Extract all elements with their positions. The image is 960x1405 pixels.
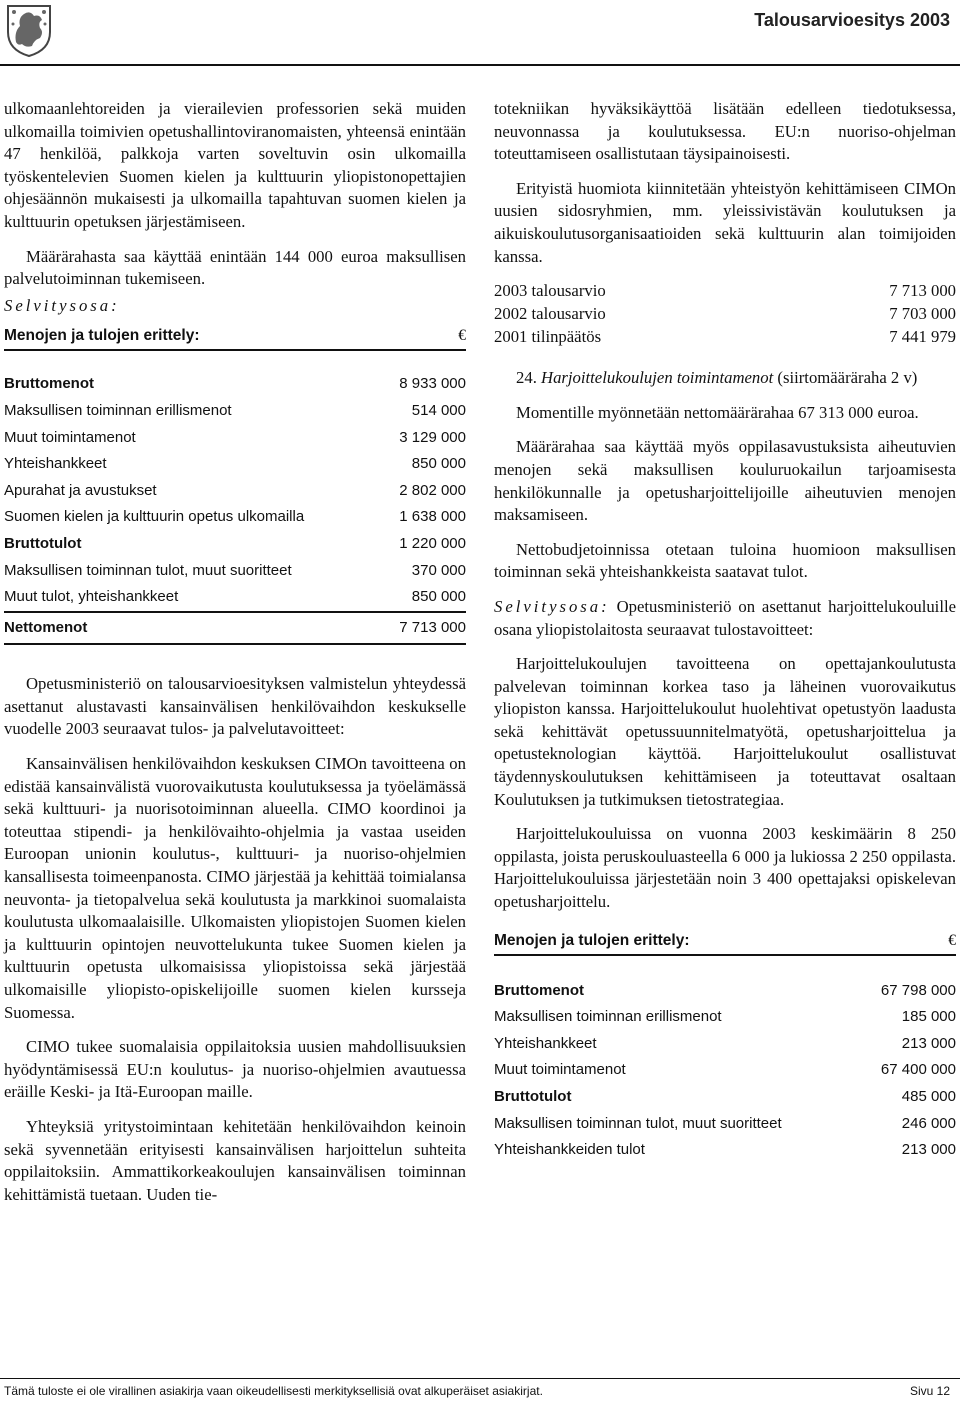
paragraph: Momentille myönnetään nettomäärärahaa 67 313 000 euroa. [516, 402, 919, 422]
paragraph: Nettobudjetoinnissa otetaan tuloina huomioon maksullisen toiminnan sekä yhteishankkeista saatavat tulot. [494, 539, 956, 582]
selvitysosa-label: Selvitysosa: [4, 295, 120, 315]
paragraph: Selvitysosa: Opetusministeriö on asettanut harjoittelukouluille osana yliopistolaitosta seuraavat tulostavoitteet: [494, 596, 956, 639]
table-row: Bruttomenot 8 933 000 [4, 375, 466, 393]
paragraph: Määrärahasta saa käyttää enintään 144 000 euroa maksullisen palvelutoiminnan tukemiseen. [4, 246, 466, 289]
table-row: Suomen kielen ja kulttuurin opetus ulkomailla 1 638 000 [4, 508, 466, 526]
table-heading [494, 930, 956, 956]
paragraph: Määrärahaa saa käyttää myös oppilasavustuksista aiheutuvien menojen sekä maksullisen kouluruokailun tarjoamisesta henkilökunnalle ja opetusharjoittelijoille aiheutuvien menojen maksamiseen. [494, 437, 956, 525]
paragraph: CIMO tukee suomalaisia oppilaitoksia uusien mahdollisuuksien hyödyntämisessä EU:n koulutus- ja nuoriso-ohjelmien avautuessa eräille Keski- ja Itä-Euroopan maille. [4, 1037, 466, 1102]
table-row: Maksullisen toiminnan tulot, muut suoritteet 370 000 [4, 561, 466, 579]
paragraph: Harjoittelukouluissa on vuonna 2003 keskimäärin 8 250 oppilasta, joista peruskouluasteella 6 000 ja lukiossa 2 250 oppilasta. Harjoittelukouluissa järjestetään noin 3 400 opettajaksi opiskelevan opetusharjoittelu. [494, 824, 956, 912]
table-row: Apurahat ja avustukset 2 802 000 [4, 481, 466, 499]
footer-disclaimer: Tämä tuloste ei ole virallinen asiakirja vaan oikeudellisesti merkityksellisiä ovat alkuperäiset asiakirjat. [4, 1384, 543, 1398]
paragraph: totekniikan hyväksikäyttöä lisätään edelleen tiedotuksessa, neuvonnassa ja koulutuksessa. EU:n nuoriso-ohjelman toteuttamiseen osallistutaan täysipainoisesti. [494, 99, 956, 164]
table-row: 2001 tilinpäätös 7 441 979 [494, 327, 956, 347]
lion-coat-of-arms-icon [4, 2, 54, 58]
table-row: Muut toimintamenot 3 129 000 [4, 428, 466, 446]
section-heading: 24. Harjoittelukoulujen toimintamenot (siirtomääräraha 2 v) [516, 368, 918, 388]
table-row: Bruttomenot 67 798 000 [494, 981, 956, 999]
footer-rule [0, 1378, 960, 1379]
footer [4, 1384, 950, 1398]
paragraph: Yhteyksiä yritystoimintaan kehitetään henkilövaihdon keinoin sekä syvennetään erityisesti kansainvälisen harjoittelun suhteita oppilaitoksiin. Ammattikorkeakoulujen kansainvälisen toiminnan kehittämistä tuetaan. Uuden tie- [4, 1116, 466, 1204]
table-row: Muut toimintamenot 67 400 000 [494, 1061, 956, 1079]
page-number: Sivu 12 [909, 1384, 950, 1398]
table-heading [4, 325, 466, 351]
paragraph: ulkomaanlehtoreiden ja vierailevien professorien sekä muiden ulkomailla toimivien opetushallintoviranomaisten, yhteensä enintään 47 henkilöä, palkkoja varten soveltuvin osin ulkomailla työskentelevien Suomen kielen ja kulttuurin yliopistonopettajien ohjesäännön mukaisesti ja ulkomailla tapahtuvan suomen kielen ja kulttuurin opetuksen järjestämiseen. [4, 99, 466, 231]
right-column [494, 98, 956, 1164]
paragraph: Erityistä huomiota kiinnitetään yhteistyön kehittämiseen CIMOn uusien sidosryhmien, mm. yleissivistävän koulutuksen ja aikuiskoulutusorganisaatioiden sekä kulttuurin alan toimijoiden kanssa. [494, 178, 956, 266]
budget-table [494, 280, 956, 349]
currency-unit: € [458, 327, 466, 345]
paragraph: Opetusministeriö on talousarvioesityksen valmistelun yhteydessä asettanut alustavasti kansainvälisen henkilövaihdon keskukselle vuodelle 2003 seuraavat tulos- ja palvelutavoitteet: [4, 674, 466, 739]
table-row: Muut tulot, yhteishankkeet 850 000 [4, 588, 466, 606]
table-row: Bruttotulot 1 220 000 [4, 534, 466, 552]
table-row: Maksullisen toiminnan erillismenot 514 000 [4, 401, 466, 419]
paragraph: Harjoittelukoulujen tavoitteena on opettajankoulutusta palvelevan toiminnan korkea taso ja läheinen vuorovaikutus yliopiston kanssa. Harjoittelukoulut huolehtivat opetustyön laadusta sekä kehittävät opetussuunnitelmatyötä, opetusharjoittelua ja opetusteknologian käyttöä. Harjoittelukoulut osallistuvat täydennyskoulutuksen kehittämiseen ja toteuttavat osaltaan Koulutuksen ja tutkimuksen tietostrategiaa. [494, 654, 956, 809]
paragraph: Kansainvälisen henkilövaihdon keskuksen CIMOn tavoitteena on edistää kansainvälistä vuorovaikutusta koulutuksessa ja työelämässä sekä kulttuuri- ja nuorisotoiminnan alueella. CIMO koordinoi ja toteuttaa stipendi- ja henkilövaihto-ohjelmia ja vastaa useiden Euroopan unionin koulutus-, kulttuuri- ja nuoriso-ohjelmien kansallisesta toimeenpanosta. CIMO järjestää ja kehittää toimialansa neuvonta- ja tietopalvelua sekä koulutusta ja markkinoi suomalaista koulutusta ulkomaalaisille. Ulkomaisten yliopistojen Suomen kielen ja kulttuurin opintojen neuvottelukunta tukee Suomen kielen ja kulttuurin opetusta ulkomaisissa yliopistoissa sekä järjestää ulkomaisille yliopisto-opiskelijoille suomen kielen kursseja Suomessa. [4, 754, 466, 1022]
header-rule [0, 64, 960, 66]
expense-table [4, 371, 466, 645]
document-title: Talousarvioesitys 2003 [754, 10, 950, 30]
currency-unit: € [948, 931, 956, 949]
left-column [4, 98, 466, 1218]
table-row: Yhteishankkeiden tulot 213 000 [494, 1141, 956, 1159]
table-heading-label: Menojen ja tulojen erittely: [4, 327, 200, 345]
expense-table [494, 978, 956, 1164]
selvitysosa-label: Selvitysosa: [494, 596, 610, 616]
net-total-row: Nettomenot 7 713 000 [4, 612, 466, 645]
table-heading-label: Menojen ja tulojen erittely: [494, 931, 690, 949]
table-row: Maksullisen toiminnan tulot, muut suoritteet 246 000 [494, 1114, 956, 1132]
table-row: Yhteishankkeet 213 000 [494, 1034, 956, 1052]
table-row: 2002 talousarvio 7 703 000 [494, 304, 956, 324]
table-row: 2003 talousarvio 7 713 000 [494, 281, 956, 301]
table-row: Maksullisen toiminnan erillismenot 185 000 [494, 1008, 956, 1026]
table-row: Yhteishankkeet 850 000 [4, 455, 466, 473]
table-row: Bruttotulot 485 000 [494, 1088, 956, 1105]
